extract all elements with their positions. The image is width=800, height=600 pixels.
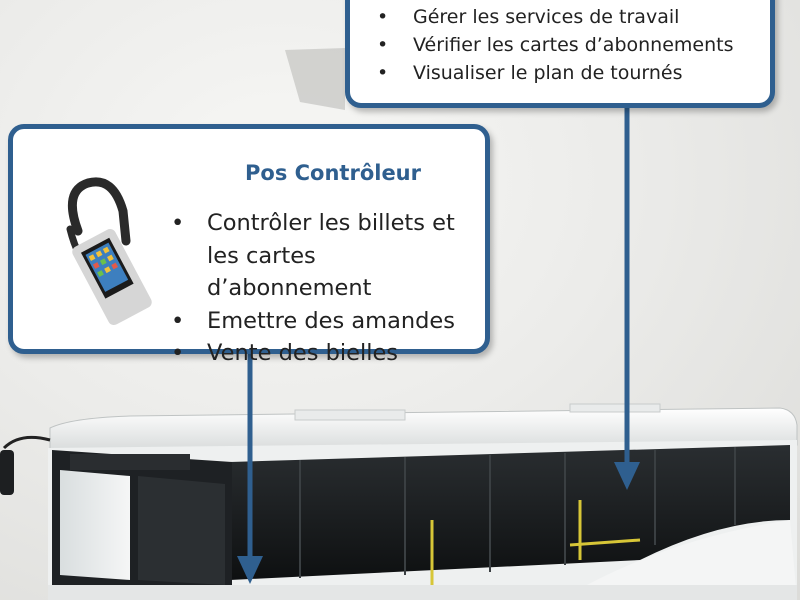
list-item [171, 305, 485, 338]
list-item [377, 3, 734, 31]
list-item-text: Contrôler les billets et [207, 210, 455, 236]
list-item [171, 240, 485, 305]
pos-controleur-card [8, 124, 490, 366]
list-item [171, 337, 485, 370]
bullet-icon: • [171, 340, 185, 366]
bullet-icon: • [171, 307, 185, 334]
bullet-icon: • [377, 34, 389, 56]
list-item-text: Emettre des amandes [207, 307, 455, 334]
pos-features-list [171, 207, 485, 370]
bullet-icon: • [377, 6, 389, 28]
list-item-text: Visualiser le plan de tournés [413, 62, 683, 84]
arrow-top-card [614, 108, 640, 490]
services-card [345, 0, 775, 108]
list-item-text: Gérer les services de travail [413, 6, 680, 28]
list-item [377, 59, 734, 87]
list-item-text: Vente des bielles [207, 340, 399, 366]
bullet-icon: • [377, 62, 389, 84]
list-item [171, 207, 485, 240]
bullet-icon: • [171, 210, 185, 236]
services-list [377, 0, 734, 87]
arrow-pos-card [237, 354, 263, 584]
list-item [377, 31, 734, 59]
handheld-terminal-icon [58, 171, 168, 331]
list-item-text: les cartes d’abonnement [207, 242, 372, 301]
list-item-text: Vérifier les cartes d’abonnements [413, 34, 734, 56]
card-title: Pos Contrôleur [245, 161, 421, 185]
